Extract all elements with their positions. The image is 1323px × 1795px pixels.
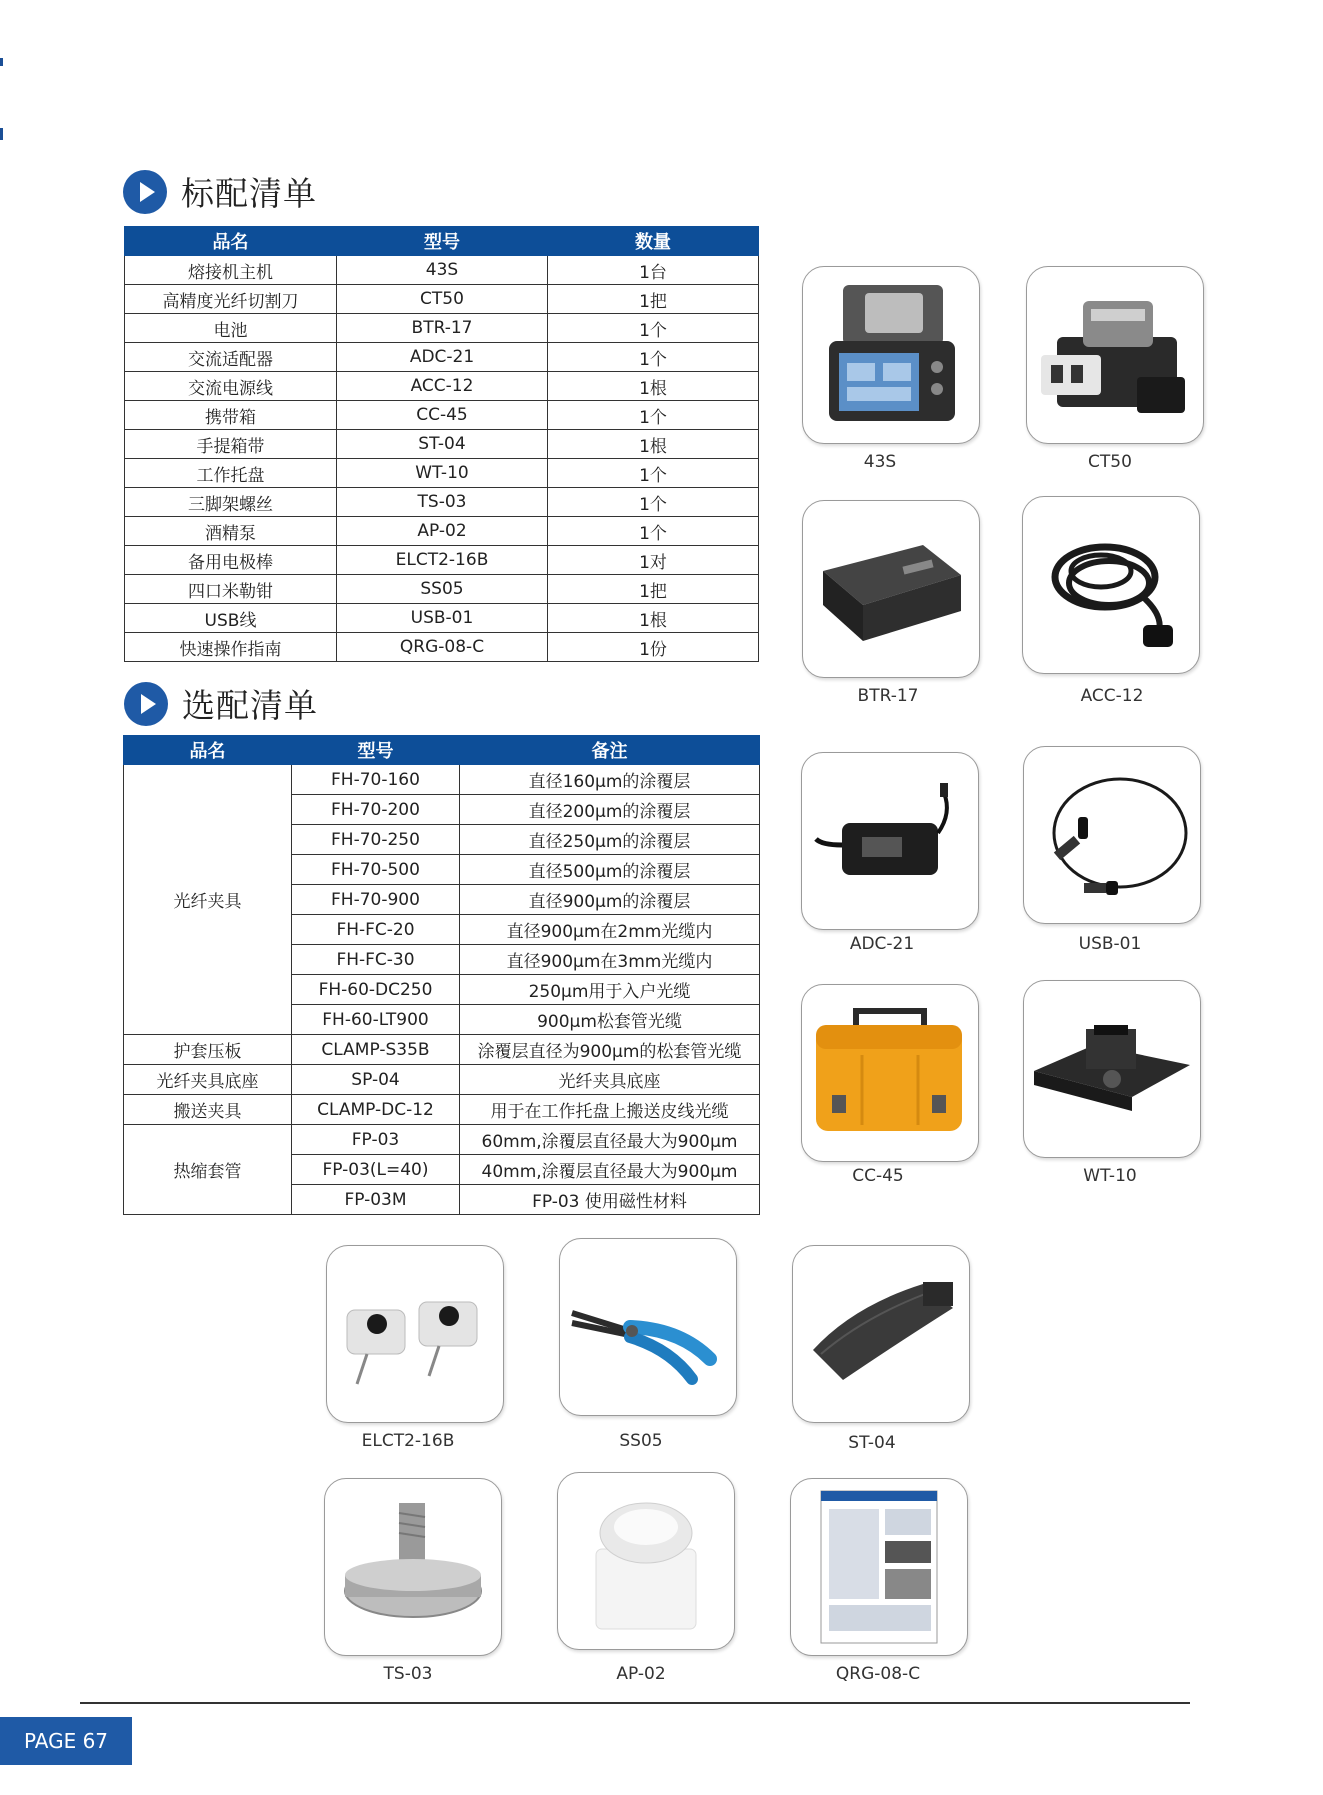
stripper-photo xyxy=(559,1238,737,1416)
fusion-splicer-photo xyxy=(802,266,980,444)
table-row xyxy=(125,633,759,662)
table-cell: FH-60-LT900 xyxy=(292,1005,460,1035)
column-header: 数量 xyxy=(548,227,759,256)
table-cell: 熔接机主机 xyxy=(125,256,337,285)
battery-photo xyxy=(802,500,980,678)
table-cell: 直径250μm的涂覆层 xyxy=(460,825,760,855)
table-row xyxy=(125,314,759,343)
table-cell: 1个 xyxy=(548,517,759,546)
usb-cable-photo xyxy=(1023,746,1201,924)
table-row xyxy=(125,372,759,401)
optional-section-title: 选配清单 xyxy=(182,686,318,725)
table-cell: 1个 xyxy=(548,343,759,372)
photo-caption: BTR-17 xyxy=(857,686,919,706)
column-header: 型号 xyxy=(337,227,548,256)
table-cell: 1根 xyxy=(548,604,759,633)
carrying-case-photo xyxy=(801,984,979,1162)
photo-caption: ACC-12 xyxy=(1080,686,1144,706)
table-cell: 60mm,涂覆层直径最大为900μm xyxy=(460,1125,760,1155)
group-name-cell: 光纤夹具底座 xyxy=(124,1065,292,1095)
table-cell: 高精度光纤切割刀 xyxy=(125,285,337,314)
play-icon xyxy=(123,170,167,214)
table-row xyxy=(125,604,759,633)
table-cell: SP-04 xyxy=(292,1065,460,1095)
table-cell: 直径900μm的涂覆层 xyxy=(460,885,760,915)
table-cell: 1对 xyxy=(548,546,759,575)
table-cell: 工作托盘 xyxy=(125,459,337,488)
photo-caption: ADC-21 xyxy=(849,934,915,954)
table-cell: 交流电源线 xyxy=(125,372,337,401)
table-cell: 四口米勒钳 xyxy=(125,575,337,604)
edge-mark-bottom xyxy=(0,128,3,140)
quick-guide-photo xyxy=(790,1478,968,1656)
table-cell: 1把 xyxy=(548,285,759,314)
play-icon xyxy=(124,682,168,726)
tripod-screw-photo xyxy=(324,1478,502,1656)
alcohol-pump-photo xyxy=(557,1472,735,1650)
electrodes-photo xyxy=(326,1245,504,1423)
table-row xyxy=(124,1095,760,1125)
table-row xyxy=(125,517,759,546)
table-row xyxy=(125,546,759,575)
optional-section-heading xyxy=(124,680,318,727)
group-name-cell: 热缩套管 xyxy=(124,1125,292,1215)
optional-table xyxy=(123,735,760,1215)
table-cell: FH-60-DC250 xyxy=(292,975,460,1005)
table-row xyxy=(125,488,759,517)
standard-section-title: 标配清单 xyxy=(181,174,317,213)
table-cell: 1个 xyxy=(548,314,759,343)
table-row xyxy=(125,401,759,430)
table-cell: 电池 xyxy=(125,314,337,343)
table-cell: 直径900μm在3mm光缆内 xyxy=(460,945,760,975)
table-row xyxy=(125,430,759,459)
table-cell: 备用电极棒 xyxy=(125,546,337,575)
table-cell: 直径200μm的涂覆层 xyxy=(460,795,760,825)
table-cell: SS05 xyxy=(337,575,548,604)
table-cell: TS-03 xyxy=(337,488,548,517)
table-cell: USB-01 xyxy=(337,604,548,633)
table-cell: 涂覆层直径为900μm的松套管光缆 xyxy=(460,1035,760,1065)
group-name-cell: 护套压板 xyxy=(124,1035,292,1065)
table-cell: 40mm,涂覆层直径最大为900μm xyxy=(460,1155,760,1185)
table-row xyxy=(124,1125,760,1155)
table-cell: FH-70-900 xyxy=(292,885,460,915)
table-cell: 1把 xyxy=(548,575,759,604)
standard-section-heading xyxy=(123,168,317,215)
table-cell: BTR-17 xyxy=(337,314,548,343)
photo-caption: CT50 xyxy=(1088,452,1132,472)
photo-caption: ELCT2-16B xyxy=(361,1431,455,1451)
table-cell: 三脚架螺丝 xyxy=(125,488,337,517)
table-row xyxy=(125,256,759,285)
standard-table xyxy=(124,226,759,662)
table-cell: CC-45 xyxy=(337,401,548,430)
strap-photo xyxy=(792,1245,970,1423)
table-cell: CLAMP-S35B xyxy=(292,1035,460,1065)
table-cell: 光纤夹具底座 xyxy=(460,1065,760,1095)
table-cell: QRG-08-C xyxy=(337,633,548,662)
table-cell: FP-03(L=40) xyxy=(292,1155,460,1185)
page-number: PAGE 67 xyxy=(0,1717,132,1765)
table-cell: FH-70-160 xyxy=(292,765,460,795)
table-cell: FH-FC-20 xyxy=(292,915,460,945)
photo-caption: SS05 xyxy=(619,1431,663,1451)
table-row xyxy=(124,765,760,795)
table-cell: 1根 xyxy=(548,372,759,401)
photo-caption: CC-45 xyxy=(852,1166,904,1186)
table-cell: 250μm用于入户光缆 xyxy=(460,975,760,1005)
table-cell: 携带箱 xyxy=(125,401,337,430)
table-cell: 1个 xyxy=(548,488,759,517)
photo-caption: WT-10 xyxy=(1083,1166,1137,1186)
table-cell: ST-04 xyxy=(337,430,548,459)
ac-adapter-photo xyxy=(801,752,979,930)
footer-rule xyxy=(80,1702,1190,1704)
photo-caption: TS-03 xyxy=(383,1664,433,1684)
table-cell: 1份 xyxy=(548,633,759,662)
group-name-cell: 搬送夹具 xyxy=(124,1095,292,1125)
table-cell: 交流适配器 xyxy=(125,343,337,372)
table-cell: FH-70-250 xyxy=(292,825,460,855)
table-cell: 900μm松套管光缆 xyxy=(460,1005,760,1035)
work-tray-photo xyxy=(1023,980,1201,1158)
table-cell: WT-10 xyxy=(337,459,548,488)
table-cell: FP-03 xyxy=(292,1125,460,1155)
table-row xyxy=(125,575,759,604)
photo-caption: QRG-08-C xyxy=(835,1664,921,1684)
table-cell: 酒精泵 xyxy=(125,517,337,546)
table-cell: FH-FC-30 xyxy=(292,945,460,975)
column-header: 备注 xyxy=(460,736,760,765)
table-row xyxy=(124,1065,760,1095)
table-cell: 1个 xyxy=(548,401,759,430)
table-cell: 1台 xyxy=(548,256,759,285)
edge-mark-top xyxy=(0,58,3,66)
table-cell: FH-70-200 xyxy=(292,795,460,825)
column-header: 型号 xyxy=(292,736,460,765)
table-row xyxy=(125,285,759,314)
table-cell: AP-02 xyxy=(337,517,548,546)
column-header: 品名 xyxy=(125,227,337,256)
table-row xyxy=(124,1035,760,1065)
table-cell: FP-03M xyxy=(292,1185,460,1215)
photo-caption: ST-04 xyxy=(848,1433,896,1453)
table-cell: 直径160μm的涂覆层 xyxy=(460,765,760,795)
table-cell: FH-70-500 xyxy=(292,855,460,885)
table-cell: 43S xyxy=(337,256,548,285)
table-cell: CT50 xyxy=(337,285,548,314)
table-cell: ADC-21 xyxy=(337,343,548,372)
power-cord-photo xyxy=(1022,496,1200,674)
table-cell: USB线 xyxy=(125,604,337,633)
group-name-cell: 光纤夹具 xyxy=(124,765,292,1035)
table-cell: 直径900μm在2mm光缆内 xyxy=(460,915,760,945)
table-cell: 1个 xyxy=(548,459,759,488)
table-cell: 直径500μm的涂覆层 xyxy=(460,855,760,885)
table-cell: ACC-12 xyxy=(337,372,548,401)
table-cell: 1根 xyxy=(548,430,759,459)
table-cell: ELCT2-16B xyxy=(337,546,548,575)
fiber-cleaver-photo xyxy=(1026,266,1204,444)
table-cell: 快速操作指南 xyxy=(125,633,337,662)
table-cell: 用于在工作托盘上搬送皮线光缆 xyxy=(460,1095,760,1125)
table-row xyxy=(125,459,759,488)
photo-caption: 43S xyxy=(863,452,897,472)
table-cell: CLAMP-DC-12 xyxy=(292,1095,460,1125)
column-header: 品名 xyxy=(124,736,292,765)
table-cell: 手提箱带 xyxy=(125,430,337,459)
table-row xyxy=(125,343,759,372)
photo-caption: AP-02 xyxy=(616,1664,666,1684)
table-cell: FP-03 使用磁性材料 xyxy=(460,1185,760,1215)
photo-caption: USB-01 xyxy=(1078,934,1142,954)
